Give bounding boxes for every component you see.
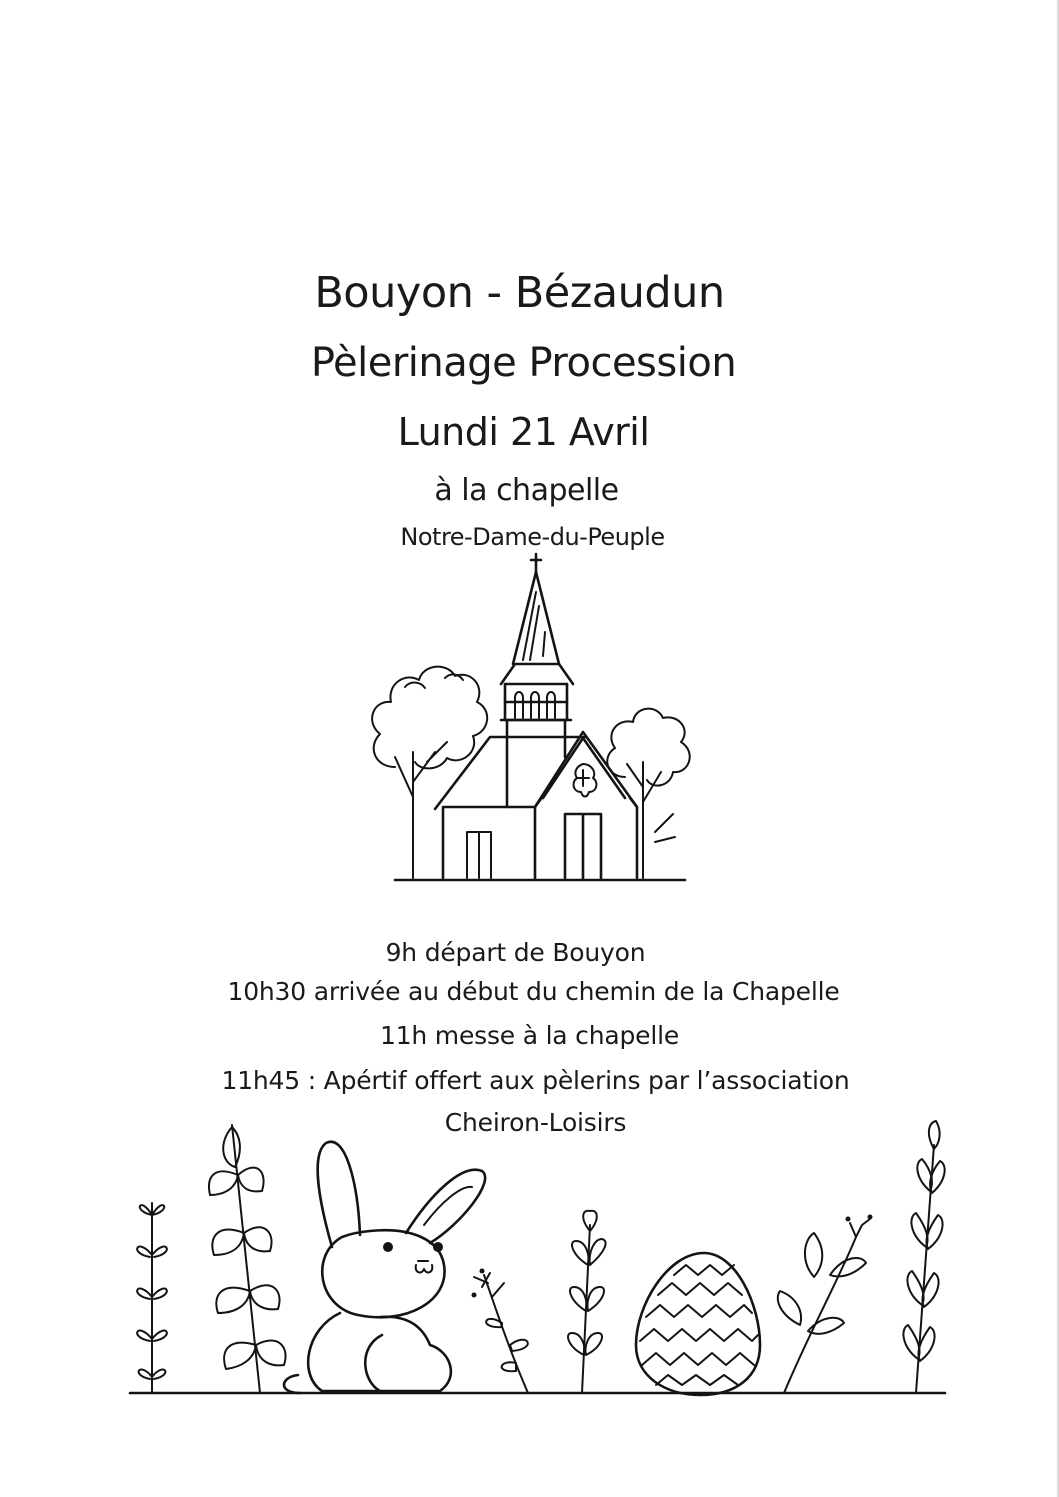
poster-title: Bouyon - Bézaudun	[314, 268, 725, 318]
schedule-item: Cheiron-Loisirs	[444, 1108, 627, 1137]
schedule-item: 11h messe à la chapelle	[379, 1021, 680, 1050]
schedule-item: 9h départ de Bouyon	[385, 938, 646, 967]
chapel-name: Notre-Dame-du-Peuple	[400, 523, 665, 551]
schedule-item: 11h45 : Apértif offert aux pèlerins par l’association	[221, 1066, 850, 1095]
easter-illustration	[110, 1115, 950, 1405]
event-place: à la chapelle	[434, 473, 619, 508]
schedule-item: 10h30 arrivée au début du chemin de la Chapelle	[227, 977, 840, 1006]
chapel-illustration	[355, 552, 705, 887]
poster-subtitle: Pèlerinage Procession	[310, 340, 737, 386]
event-date: Lundi 21 Avril	[397, 410, 650, 454]
